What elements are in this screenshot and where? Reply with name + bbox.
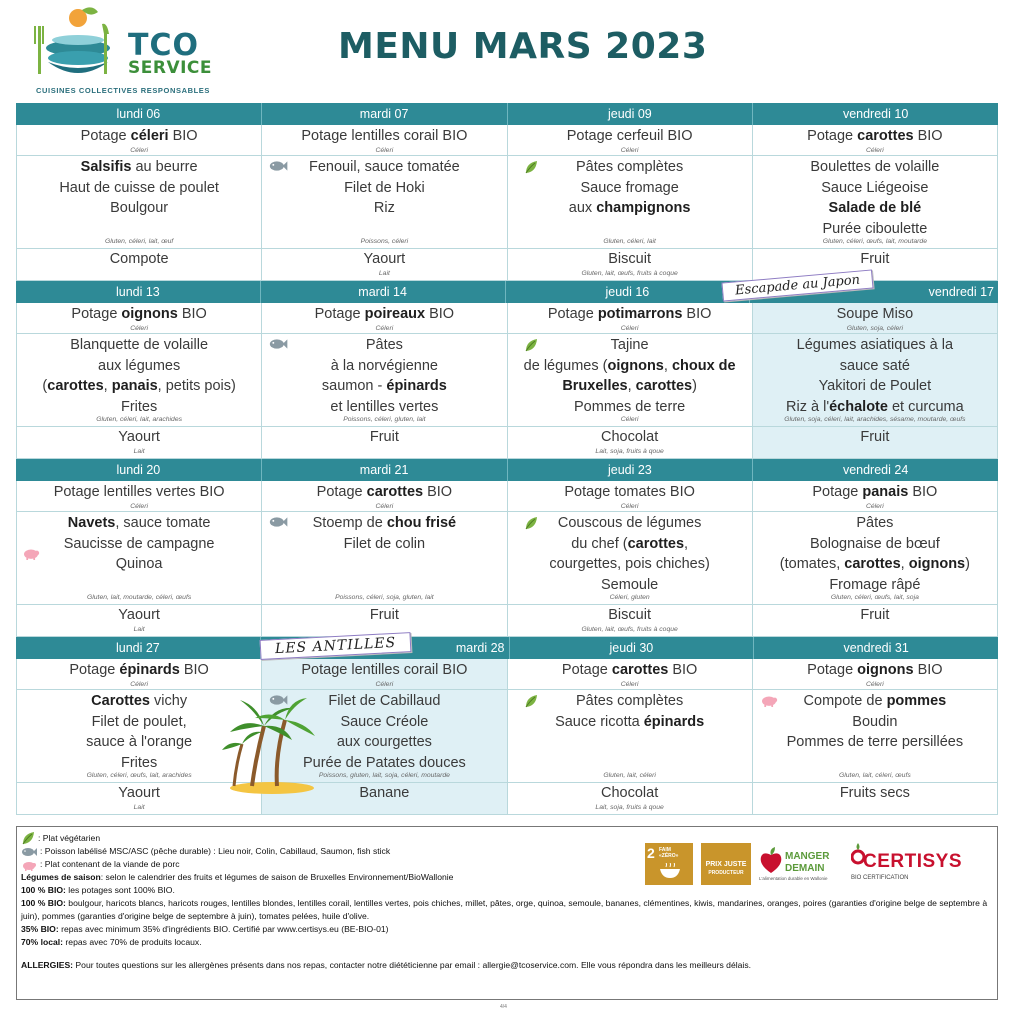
allergen-note: Céleri: [865, 680, 884, 688]
dish-line: Purée ciboulette: [822, 220, 928, 237]
allergen-note: Céleri: [620, 324, 639, 332]
main-dish-cell: [753, 334, 997, 427]
soup-cell: [262, 303, 506, 334]
day-header: jeudi 23: [508, 459, 754, 481]
dish-line: Compote de pommes: [803, 693, 947, 709]
allergen-note: Céleri: [375, 146, 394, 154]
dish-line: Riz à l'échalote et curcuma: [786, 398, 964, 415]
fish-icon: [268, 159, 288, 178]
dish-line: Fromage râpé: [829, 576, 921, 593]
allergen-note: Lait, soja, fruits à qoue: [595, 447, 664, 455]
soup-cell: [508, 125, 752, 156]
allergen-note: Céleri: [375, 502, 394, 510]
soup-name: Soupe Miso: [836, 306, 914, 322]
day-header: lundi 20: [16, 459, 262, 481]
week-block: [16, 637, 998, 815]
dessert-name: Chocolat: [601, 785, 659, 801]
allergen-note: Poissons, céleri: [360, 238, 409, 245]
dish-line: (carottes, panais, petits pois): [42, 378, 236, 394]
legend-allergy: ALLERGIES: Pour toutes questions sur les allergènes présents dans nos repas, contacter notre diététicienne par email : allergie@tcoservice.com. Elle vous répondra dans les meilleurs délais.: [21, 960, 752, 970]
main-dish-cell: [17, 334, 261, 427]
allergen-note: Céleri: [130, 324, 148, 332]
main-dish-cell: [508, 334, 752, 427]
dessert-name: Chocolat: [601, 429, 659, 445]
day-header: lundi 27: [16, 637, 261, 659]
day-column: [508, 659, 753, 815]
dish-line: Semoule: [601, 576, 659, 593]
dish-line: Bolognaise de bœuf: [809, 535, 940, 552]
dish-line: Filet de colin: [343, 535, 426, 552]
dish-line: aux légumes: [98, 357, 181, 374]
dish-line: Saucisse de campagne: [63, 535, 215, 552]
day-header: vendredi 24: [842, 463, 909, 477]
dessert-cell: [17, 427, 261, 459]
logo-tco-text: TCO: [128, 28, 199, 63]
soup-name: Potage lentilles corail BIO: [301, 662, 468, 678]
allergen-note: Céleri: [620, 146, 639, 154]
logo-tagline: CUISINES COLLECTIVES RESPONSABLES: [36, 86, 210, 95]
dessert-name: Yaourt: [118, 429, 160, 445]
dessert-cell: [262, 605, 506, 637]
allergen-note: Gluten, céleri, lait, œuf: [104, 238, 174, 245]
dish-line: Pâtes complètes: [576, 693, 684, 709]
dish-line: Stoemp de chou frisé: [312, 515, 457, 531]
day-column: [508, 125, 753, 281]
allergen-note: Céleri, gluten: [609, 594, 650, 601]
soup-cell: [17, 125, 261, 156]
leaf-icon: [524, 338, 538, 357]
main-dish-cell: [17, 156, 261, 249]
main-dish-cell: [753, 156, 997, 249]
allergen-note: Gluten, lait, céleri: [603, 772, 656, 779]
week-block: [16, 103, 998, 281]
soup-cell: [262, 125, 506, 156]
legend-saison: Légumes de saison: selon le calendrier des fruits et légumes de saison de Bruxelles Environnement/BioWallonie: [21, 872, 454, 882]
dish-line: Filet de poulet,: [91, 713, 187, 730]
day-header: mardi 28: [261, 637, 510, 659]
legend-bio2: 100 % BIO: boulgour, haricots blancs, haricots rouges, lentilles blondes, lentilles corail, lentilles vertes, pois chiches, millet, pâtes, orge, quinoa, semoule, bananes, clémentines, kiwis, mandarines, oranges, poires (garanties d'origine belge de septembre à juin), pommes (garanties d'origine belge de septembre à juin), tomates pelées, huile d'olive.: [21, 898, 988, 921]
dish-line: sauce à l'orange: [86, 734, 193, 750]
dish-line: de légumes (oignons, choux de: [523, 357, 736, 374]
dish-line: Couscous de légumes: [557, 515, 702, 531]
dish-line: Pommes de terre persillées: [786, 734, 964, 750]
day-header: mardi 14: [261, 281, 506, 303]
week-block: [16, 281, 998, 459]
fish-icon: [268, 337, 288, 356]
dish-line: Sauce ricotta épinards: [555, 713, 705, 730]
dessert-name: Yaourt: [118, 607, 160, 623]
manger-demain-logo: MANGER DEMAIN L'alimentation durable en Wallonie: [759, 843, 843, 885]
dessert-name: Fruit: [860, 251, 890, 267]
menu-grid: [16, 103, 998, 815]
day-column: [17, 481, 262, 637]
soup-name: Potage lentilles vertes BIO: [53, 484, 225, 500]
dish-line: Boudin: [852, 713, 898, 730]
dish-line: Navets, sauce tomate: [67, 515, 211, 531]
allergen-note: Poissons, céleri, gluten, lait: [343, 416, 426, 423]
dessert-name: Fruits secs: [839, 785, 910, 801]
dish-line: Sauce fromage: [580, 179, 679, 196]
legend-pork-text: : Plat contenant de la viande de porc: [40, 859, 180, 869]
soup-cell: [753, 303, 997, 334]
fish-icon: [21, 846, 37, 858]
prix-juste-logo: PRIX JUSTE PRODUCTEUR: [701, 843, 751, 885]
palm-tree-icon: [222, 678, 322, 798]
day-column: [508, 481, 753, 637]
allergen-note: Céleri: [130, 680, 148, 688]
allergen-note: Gluten, lait, œufs, fruits à coque: [581, 269, 678, 277]
allergen-note: Poissons, gluten, lait, soja, céleri, moutarde: [318, 772, 450, 779]
fish-icon: [268, 515, 288, 534]
day-header: lundi 13: [16, 281, 261, 303]
day-header: jeudi 30: [510, 637, 755, 659]
dish-line: Boulettes de volaille: [810, 159, 940, 175]
dessert-cell: [753, 783, 997, 815]
allergen-note: Céleri: [375, 680, 394, 688]
allergen-note: Gluten, soja, céleri: [846, 324, 904, 332]
dish-line: Pâtes: [365, 337, 403, 353]
soup-cell: [508, 659, 752, 690]
dish-line: (tomates, carottes, oignons): [779, 556, 970, 572]
dish-line: Tajine: [610, 337, 649, 353]
day-column: [753, 481, 998, 637]
main-dish-cell: [262, 512, 506, 605]
legend-bio1: 100 % BIO: les potages sont 100% BIO.: [21, 885, 175, 895]
allergen-note: Lait: [133, 447, 145, 455]
allergen-note: Céleri: [620, 680, 639, 688]
dessert-name: Yaourt: [363, 251, 406, 267]
day-header: vendredi 10: [842, 107, 909, 121]
soup-cell: [17, 303, 261, 334]
allergen-note: Céleri: [865, 146, 884, 154]
main-dish-cell: [753, 512, 997, 605]
soup-name: Potage carottes BIO: [561, 662, 698, 678]
day-header: jeudi 09: [508, 103, 754, 125]
legend-bio35: 35% BIO: repas avec minimum 35% d'ingrédients BIO. Certifié par www.certisys.eu (BE-BIO-01): [21, 924, 389, 934]
dessert-cell: [753, 427, 997, 459]
day-column: [753, 125, 998, 281]
leaf-icon: [524, 516, 538, 535]
dish-line: Frites: [121, 398, 158, 415]
sdg2-logo: 2 FAIM «ZÉRO»: [645, 843, 693, 885]
main-dish-cell: [262, 156, 506, 249]
allergen-note: Gluten, lait, moutarde, céleri, œufs: [86, 594, 192, 601]
dish-line: Légumes asiatiques à la: [796, 337, 954, 353]
soup-name: Potage potimarrons BIO: [547, 306, 712, 322]
dish-line: et lentilles vertes: [330, 398, 439, 415]
dessert-name: Biscuit: [608, 251, 651, 267]
main-dish-cell: [262, 334, 506, 427]
dessert-cell: [17, 249, 261, 281]
dish-line: à la norvégienne: [330, 357, 438, 374]
allergen-note: Céleri: [865, 502, 884, 510]
dish-line: Bruxelles, carottes): [562, 378, 697, 394]
allergen-note: Gluten, céleri, œufs, lait, arachides: [86, 772, 192, 779]
allergen-note: Céleri: [620, 502, 639, 510]
dessert-cell: [753, 605, 997, 637]
pig-icon: [21, 546, 41, 565]
soup-name: Potage céleri BIO: [80, 128, 198, 144]
soup-name: Potage carottes BIO: [316, 484, 453, 500]
week-block: [16, 459, 998, 637]
allergen-note: Céleri: [130, 146, 148, 154]
week-header: [16, 103, 998, 125]
main-dish-cell: [17, 512, 261, 605]
dish-line: sauce saté: [839, 357, 910, 374]
dish-line: Sauce Créole: [340, 713, 429, 730]
allergen-note: Céleri: [130, 502, 148, 510]
dish-line: Boulgour: [110, 200, 169, 216]
leaf-icon: [524, 694, 538, 713]
legend-veg-text: : Plat végétarien: [38, 832, 101, 843]
banner-antilles: LES ANTILLES: [260, 632, 412, 660]
day-header: vendredi 17: [928, 285, 994, 299]
dish-line: Quinoa: [115, 556, 163, 572]
dish-line: Fenouil, sauce tomatée: [309, 159, 460, 175]
main-dish-cell: [753, 690, 997, 783]
allergen-note: Gluten, soja, céleri, lait, arachides, sésame, moutarde, œufs: [784, 416, 966, 423]
day-header: mardi 07: [262, 103, 508, 125]
dish-line: Pâtes: [856, 515, 894, 531]
soup-cell: [753, 125, 997, 156]
banner-japon: Escapade au Japon: [721, 269, 873, 301]
soup-cell: [17, 481, 261, 512]
main-dish-cell: [508, 156, 752, 249]
soup-name: Potage tomates BIO: [564, 484, 695, 500]
dish-line: courgettes, pois chiches): [549, 556, 710, 572]
day-header: mardi 21: [262, 459, 508, 481]
day-column: [17, 303, 262, 459]
legend-box: [16, 826, 998, 1000]
dessert-name: Fruit: [860, 429, 890, 445]
allergen-note: Céleri: [375, 324, 394, 332]
legend-fish-text: : Poisson labélisé MSC/ASC (pêche durable) : Lieu noir, Colin, Cabillaud, Saumon, fish stick: [40, 846, 391, 856]
allergen-note: Gluten, lait, céleri, œufs: [838, 772, 911, 779]
day-column: [262, 303, 507, 459]
dish-line: Salade de blé: [828, 200, 922, 216]
day-column: [753, 659, 998, 815]
page-title: MENU MARS 2023: [338, 26, 708, 67]
legend-local: 70% local: repas avec 70% de produits locaux.: [21, 937, 202, 947]
dessert-cell: [508, 427, 752, 459]
dish-line: du chef (carottes,: [571, 535, 689, 552]
pig-icon: [759, 693, 779, 712]
pig-icon: [21, 859, 37, 871]
allergen-note: Lait: [133, 625, 145, 633]
allergen-note: Poissons, céleri, soja, gluten, lait: [335, 594, 434, 601]
dessert-name: Yaourt: [118, 785, 160, 801]
dish-line: Filet de Hoki: [344, 179, 425, 196]
soup-name: Potage épinards BIO: [69, 662, 209, 678]
dish-line: saumon - épinards: [321, 378, 447, 394]
dish-line: Pâtes complètes: [576, 159, 684, 175]
day-header: jeudi 16: [506, 281, 751, 303]
dish-line: Purée de Patates douces: [302, 754, 466, 771]
day-column: [17, 125, 262, 281]
leaf-icon: [21, 831, 35, 845]
dessert-name: Fruit: [860, 607, 890, 623]
dish-line: Riz: [373, 200, 395, 216]
soup-cell: [753, 481, 997, 512]
heart-leaf-icon: [759, 847, 783, 875]
soup-cell: [262, 481, 506, 512]
week-header: [16, 637, 998, 659]
allergen-note: Lait: [133, 803, 145, 811]
page-number: 4/4: [500, 1004, 507, 1010]
day-column: [262, 481, 507, 637]
dessert-name: Compote: [109, 251, 169, 267]
day-column: [753, 303, 998, 459]
allergen-note: Gluten, céleri, lait: [603, 238, 656, 245]
soup-name: Potage carottes BIO: [807, 128, 943, 144]
dessert-name: Fruit: [369, 607, 399, 623]
week-header: [16, 459, 998, 481]
soup-name: Potage oignons BIO: [807, 662, 943, 678]
dish-line: aux champignons: [568, 200, 691, 216]
soup-cell: [508, 303, 752, 334]
soup-name: Potage cerfeuil BIO: [566, 128, 693, 144]
soup-name: Potage lentilles corail BIO: [301, 128, 468, 144]
dish-line: Frites: [121, 754, 158, 771]
allergen-note: Gluten, céleri, œufs, lait, moutarde: [822, 238, 927, 245]
day-column: [508, 303, 753, 459]
dish-line: Filet de Cabillaud: [328, 693, 441, 709]
dessert-name: Fruit: [369, 429, 399, 445]
day-header: lundi 06: [16, 103, 262, 125]
dish-line: Carottes vichy: [91, 693, 188, 709]
dessert-cell: [508, 783, 752, 815]
soup-name: Potage poireaux BIO: [314, 306, 455, 322]
dessert-cell: [262, 249, 506, 281]
allergen-note: Gluten, lait, œufs, fruits à coque: [581, 625, 678, 633]
main-dish-cell: [508, 512, 752, 605]
allergen-note: Lait: [378, 269, 390, 277]
main-dish-cell: [508, 690, 752, 783]
dish-line: Blanquette de volaille: [70, 337, 209, 353]
soup-name: Potage panais BIO: [812, 484, 938, 500]
logo-bowl-icon: [32, 6, 116, 86]
bowl-icon: [659, 863, 681, 879]
allergen-note: Céleri: [620, 416, 639, 423]
dish-line: aux courgettes: [336, 734, 432, 750]
day-column: [262, 125, 507, 281]
dessert-cell: [262, 427, 506, 459]
certisys-logo: CERTISYS BIO CERTIFICATION: [851, 843, 961, 885]
dish-line: Yakitori de Poulet: [818, 378, 932, 394]
soup-cell: [753, 659, 997, 690]
allergen-note: Gluten, céleri, lait, arachides: [96, 416, 182, 423]
logo-service-text: SERVICE: [128, 58, 213, 78]
soup-cell: [508, 481, 752, 512]
dish-line: Haut de cuisse de poulet: [59, 179, 219, 196]
dessert-cell: [508, 605, 752, 637]
tco-logo: [28, 6, 228, 98]
dish-line: Sauce Liégeoise: [821, 179, 929, 196]
day-header: vendredi 31: [843, 641, 909, 655]
dessert-cell: [508, 249, 752, 281]
allergen-note: Lait, soja, fruits à qoue: [595, 803, 664, 811]
dessert-cell: [17, 605, 261, 637]
dessert-name: Biscuit: [608, 607, 651, 623]
soup-name: Potage oignons BIO: [71, 306, 207, 322]
leaf-icon: [524, 160, 538, 179]
allergen-note: Gluten, céleri, œufs, lait, soja: [830, 594, 919, 601]
dish-line: Pommes de terre: [574, 398, 686, 415]
label-logos: [645, 843, 961, 885]
dish-line: Salsifis au beurre: [80, 159, 198, 175]
dessert-name: Banane: [359, 785, 410, 801]
